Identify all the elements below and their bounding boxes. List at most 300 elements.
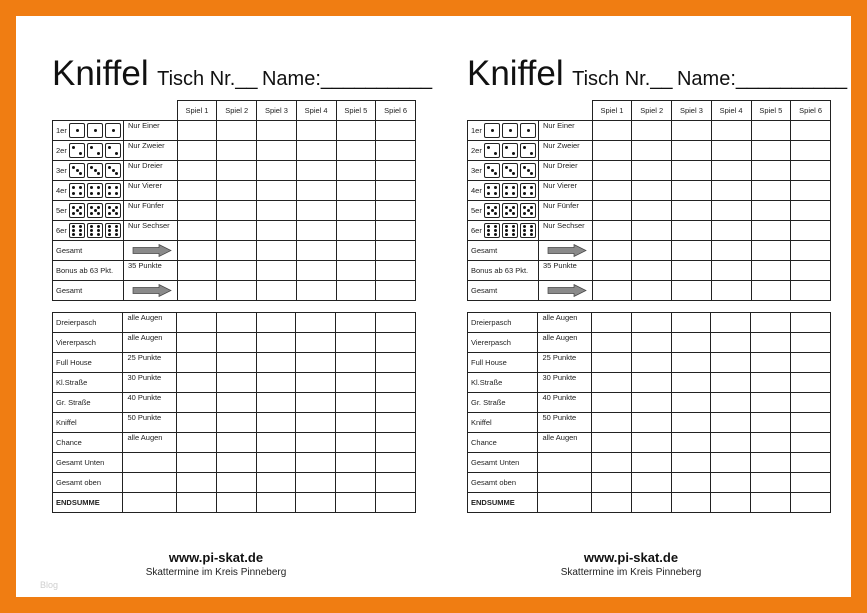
score-cell[interactable]: [336, 201, 376, 221]
score-cell[interactable]: [257, 121, 297, 141]
score-cell[interactable]: [592, 413, 632, 433]
score-cell[interactable]: [376, 453, 416, 473]
score-cell[interactable]: [257, 261, 297, 281]
score-cell[interactable]: [711, 121, 751, 141]
lower-row-label: [53, 493, 123, 513]
score-cell[interactable]: [592, 141, 632, 161]
score-cell[interactable]: [336, 141, 376, 161]
row-description: [124, 181, 178, 201]
sum-label-text: Gesamt: [56, 286, 83, 295]
score-cell[interactable]: [592, 353, 632, 373]
sum-description: [124, 241, 178, 261]
score-cell[interactable]: [296, 261, 336, 281]
score-cell[interactable]: [592, 261, 632, 281]
score-cell[interactable]: [376, 181, 416, 201]
score-cell[interactable]: [177, 121, 217, 141]
score-cell[interactable]: [376, 413, 416, 433]
score-cell[interactable]: [592, 121, 632, 141]
die-face-4-icon: [502, 183, 518, 198]
score-cell[interactable]: [671, 353, 711, 373]
score-cell[interactable]: [711, 493, 751, 513]
score-cell[interactable]: [257, 161, 297, 181]
game-header-1: [177, 101, 217, 121]
score-cell[interactable]: [672, 201, 712, 221]
score-cell[interactable]: [177, 493, 217, 513]
score-cell[interactable]: [592, 241, 632, 261]
score-cell[interactable]: [217, 261, 257, 281]
score-cell[interactable]: [672, 181, 712, 201]
score-cell[interactable]: [631, 473, 671, 493]
game-header-4: [711, 101, 751, 121]
score-cell[interactable]: [376, 333, 416, 353]
score-cell[interactable]: [296, 413, 336, 433]
score-cell[interactable]: [671, 393, 711, 413]
dice-group: [56, 121, 123, 140]
score-cell[interactable]: [296, 201, 336, 221]
score-cell[interactable]: [256, 433, 296, 453]
score-cell[interactable]: [217, 221, 257, 241]
score-cell[interactable]: [296, 281, 336, 301]
score-cell[interactable]: [671, 373, 711, 393]
score-cell[interactable]: [296, 393, 336, 413]
row-description-text: Nur Dreier: [128, 161, 163, 170]
score-card-left: [16, 16, 433, 597]
score-cell[interactable]: [632, 141, 672, 161]
score-cell[interactable]: [791, 353, 831, 373]
score-cell[interactable]: [296, 493, 336, 513]
game-header-label: Spiel 1: [185, 106, 209, 115]
score-cell[interactable]: [672, 241, 712, 261]
score-cell[interactable]: [376, 281, 416, 301]
score-cell[interactable]: [216, 493, 256, 513]
score-cell[interactable]: [296, 313, 336, 333]
score-cell[interactable]: [751, 161, 791, 181]
score-cell[interactable]: [336, 453, 376, 473]
score-cell[interactable]: [592, 281, 632, 301]
score-cell[interactable]: [671, 313, 711, 333]
score-cell[interactable]: [177, 161, 217, 181]
score-cell[interactable]: [256, 473, 296, 493]
score-cell[interactable]: [216, 393, 256, 413]
row-description: [539, 201, 593, 221]
score-cell[interactable]: [791, 333, 831, 353]
score-cell[interactable]: [631, 453, 671, 473]
score-cell[interactable]: [751, 333, 791, 353]
die-face-5-icon: [502, 203, 518, 218]
score-cell[interactable]: [631, 493, 671, 513]
score-cell[interactable]: [592, 201, 632, 221]
score-cell[interactable]: [751, 241, 791, 261]
score-cell[interactable]: [751, 141, 791, 161]
score-cell[interactable]: [791, 261, 831, 281]
score-cell[interactable]: [296, 161, 336, 181]
lower-row-label: [468, 473, 538, 493]
lower-row-description: [123, 353, 177, 373]
score-cell[interactable]: [631, 373, 671, 393]
score-cell[interactable]: [376, 201, 416, 221]
score-cell[interactable]: [336, 393, 376, 413]
score-cell[interactable]: [592, 453, 632, 473]
lower-row-label-text: Chance: [56, 438, 82, 447]
score-cell[interactable]: [336, 221, 376, 241]
score-cell[interactable]: [751, 261, 791, 281]
score-cell[interactable]: [711, 473, 751, 493]
score-cell[interactable]: [631, 393, 671, 413]
lower-row-label: [468, 373, 538, 393]
score-cell[interactable]: [177, 433, 217, 453]
score-cell[interactable]: [671, 433, 711, 453]
score-cell[interactable]: [671, 413, 711, 433]
lower-row-label: [53, 313, 123, 333]
score-cell[interactable]: [751, 313, 791, 333]
score-cell[interactable]: [672, 221, 712, 241]
score-cell[interactable]: [711, 261, 751, 281]
score-cell[interactable]: [296, 181, 336, 201]
score-cell[interactable]: [376, 121, 416, 141]
score-cell[interactable]: [791, 221, 831, 241]
score-cell[interactable]: [177, 453, 217, 473]
lower-row-description: [538, 493, 592, 513]
score-cell[interactable]: [296, 473, 336, 493]
score-cell[interactable]: [672, 261, 712, 281]
score-cell[interactable]: [791, 241, 831, 261]
score-cell[interactable]: [791, 453, 831, 473]
score-cell[interactable]: [177, 413, 217, 433]
score-cell[interactable]: [711, 353, 751, 373]
score-cell[interactable]: [296, 141, 336, 161]
score-cell[interactable]: [791, 493, 831, 513]
score-cell[interactable]: [751, 181, 791, 201]
score-card-right: [431, 16, 848, 597]
game-header-label: Spiel 4: [304, 106, 328, 115]
game-header-label: Spiel 2: [640, 106, 664, 115]
lower-row-label-text: ENDSUMME: [56, 498, 100, 507]
score-cell[interactable]: [592, 181, 632, 201]
score-cell[interactable]: [216, 373, 256, 393]
score-cell[interactable]: [751, 201, 791, 221]
row-number-label: 2er: [56, 146, 67, 155]
score-cell[interactable]: [177, 281, 217, 301]
dice-group: [56, 141, 123, 160]
row-label-2er: [53, 141, 124, 161]
score-cell[interactable]: [376, 161, 416, 181]
score-cell[interactable]: [631, 313, 671, 333]
lower-row-label-text: Full House: [471, 358, 507, 367]
score-cell[interactable]: [711, 241, 751, 261]
score-cell[interactable]: [631, 433, 671, 453]
upper-score-table: [52, 100, 416, 301]
score-cell[interactable]: [296, 373, 336, 393]
lower-row-description-text: 25 Punkte: [542, 353, 577, 362]
score-cell[interactable]: [336, 261, 376, 281]
score-cell[interactable]: [217, 241, 257, 261]
score-cell[interactable]: [296, 333, 336, 353]
die-face-6-icon: [520, 223, 536, 238]
table-row: [53, 281, 416, 301]
score-cell[interactable]: [791, 313, 831, 333]
score-cell[interactable]: [592, 221, 632, 241]
score-cell[interactable]: [376, 473, 416, 493]
score-cell[interactable]: [671, 473, 711, 493]
score-cell[interactable]: [592, 161, 632, 181]
score-cell[interactable]: [672, 281, 712, 301]
score-cell[interactable]: [711, 313, 751, 333]
row-description-text: Nur Vierer: [128, 181, 163, 190]
score-cell[interactable]: [217, 141, 257, 161]
score-cell[interactable]: [177, 473, 217, 493]
die-face-6-icon: [484, 223, 500, 238]
die-face-3-icon: [69, 163, 85, 178]
score-cell[interactable]: [376, 313, 416, 333]
score-cell[interactable]: [336, 493, 376, 513]
score-cell[interactable]: [177, 373, 217, 393]
score-cell[interactable]: [632, 281, 672, 301]
score-cell[interactable]: [751, 493, 791, 513]
score-cell[interactable]: [256, 313, 296, 333]
score-cell[interactable]: [751, 221, 791, 241]
score-cell[interactable]: [216, 413, 256, 433]
score-cell[interactable]: [336, 241, 376, 261]
score-cell[interactable]: [177, 333, 217, 353]
score-cell[interactable]: [177, 353, 217, 373]
score-cell[interactable]: [376, 241, 416, 261]
score-cell[interactable]: [177, 313, 217, 333]
score-cell[interactable]: [711, 161, 751, 181]
score-cell[interactable]: [711, 333, 751, 353]
lower-row-label-text: Full House: [56, 358, 92, 367]
lower-row-description-text: 50 Punkte: [542, 413, 577, 422]
die-face-6-icon: [87, 223, 103, 238]
score-cell[interactable]: [751, 413, 791, 433]
score-cell[interactable]: [711, 453, 751, 473]
score-cell[interactable]: [751, 433, 791, 453]
score-cell[interactable]: [296, 221, 336, 241]
score-cell[interactable]: [751, 353, 791, 373]
score-cell[interactable]: [216, 313, 256, 333]
row-description-text: Nur Fünfer: [128, 201, 164, 210]
row-label-4er: [468, 181, 539, 201]
score-cell[interactable]: [791, 121, 831, 141]
score-cell[interactable]: [177, 141, 217, 161]
score-cell[interactable]: [751, 393, 791, 413]
score-cell[interactable]: [711, 281, 751, 301]
score-cell[interactable]: [631, 333, 671, 353]
die-face-2-icon: [502, 143, 518, 158]
score-cell[interactable]: [376, 493, 416, 513]
die-face-2-icon: [520, 143, 536, 158]
score-cell[interactable]: [751, 473, 791, 493]
sum-label-text: Gesamt: [56, 246, 83, 255]
score-cell[interactable]: [791, 373, 831, 393]
card-title: Kniffel: [467, 54, 564, 93]
die-face-1-icon: [520, 123, 536, 138]
row-label-3er: [468, 161, 539, 181]
score-cell[interactable]: [296, 453, 336, 473]
score-cell[interactable]: [256, 413, 296, 433]
score-cell[interactable]: [751, 373, 791, 393]
table-row: [53, 181, 416, 201]
score-cell[interactable]: [632, 261, 672, 281]
score-cell[interactable]: [376, 393, 416, 413]
score-cell[interactable]: [217, 121, 257, 141]
score-cell[interactable]: [671, 333, 711, 353]
score-cell[interactable]: [791, 181, 831, 201]
score-cell[interactable]: [791, 201, 831, 221]
score-cell[interactable]: [217, 201, 257, 221]
die-face-1-icon: [87, 123, 103, 138]
score-cell[interactable]: [257, 141, 297, 161]
score-cell[interactable]: [632, 201, 672, 221]
dice-group: [471, 221, 538, 240]
arrow-right-icon: [132, 244, 172, 257]
score-cell[interactable]: [631, 413, 671, 433]
score-cell[interactable]: [177, 393, 217, 413]
score-cell[interactable]: [257, 281, 297, 301]
game-header-label: Spiel 5: [759, 106, 783, 115]
score-cell[interactable]: [376, 221, 416, 241]
score-cell[interactable]: [336, 413, 376, 433]
score-cell[interactable]: [592, 373, 632, 393]
sum-label: [53, 281, 124, 301]
score-cell[interactable]: [336, 433, 376, 453]
score-cell[interactable]: [256, 493, 296, 513]
sum-label-text: Gesamt: [471, 286, 498, 295]
game-header-6: [376, 101, 416, 121]
score-cell[interactable]: [177, 221, 217, 241]
score-cell[interactable]: [376, 373, 416, 393]
score-cell[interactable]: [632, 221, 672, 241]
score-cell[interactable]: [177, 201, 217, 221]
score-cell[interactable]: [296, 121, 336, 141]
score-cell[interactable]: [711, 141, 751, 161]
score-cell[interactable]: [592, 313, 632, 333]
score-cell[interactable]: [592, 493, 632, 513]
score-cell[interactable]: [671, 453, 711, 473]
die-face-4-icon: [69, 183, 85, 198]
score-cell[interactable]: [672, 161, 712, 181]
score-cell[interactable]: [376, 141, 416, 161]
score-cell[interactable]: [217, 281, 257, 301]
score-cell[interactable]: [336, 353, 376, 373]
score-cell[interactable]: [256, 393, 296, 413]
lower-row-description: [538, 413, 592, 433]
score-cell[interactable]: [217, 161, 257, 181]
score-cell[interactable]: [672, 121, 712, 141]
table-row: [53, 493, 416, 513]
score-cell[interactable]: [751, 121, 791, 141]
score-cell[interactable]: [671, 493, 711, 513]
score-cell[interactable]: [336, 313, 376, 333]
lower-row-label: [468, 433, 538, 453]
score-cell[interactable]: [336, 161, 376, 181]
score-cell[interactable]: [711, 221, 751, 241]
table-row: [468, 261, 831, 281]
score-cell[interactable]: [256, 353, 296, 373]
score-cell[interactable]: [632, 181, 672, 201]
score-cell[interactable]: [257, 241, 297, 261]
score-cell[interactable]: [711, 201, 751, 221]
row-description-text: Nur Zweier: [128, 141, 165, 150]
score-cell[interactable]: [257, 201, 297, 221]
score-cell[interactable]: [336, 121, 376, 141]
score-cell[interactable]: [376, 353, 416, 373]
score-cell[interactable]: [791, 281, 831, 301]
score-cell[interactable]: [336, 473, 376, 493]
score-cell[interactable]: [632, 241, 672, 261]
score-cell[interactable]: [216, 353, 256, 373]
score-cell[interactable]: [376, 261, 416, 281]
score-cell[interactable]: [791, 161, 831, 181]
score-cell[interactable]: [256, 453, 296, 473]
dice-group: [471, 201, 538, 220]
score-cell[interactable]: [217, 181, 257, 201]
score-cell[interactable]: [711, 433, 751, 453]
score-cell[interactable]: [632, 161, 672, 181]
row-description: [124, 161, 178, 181]
score-cell[interactable]: [631, 353, 671, 373]
score-cell[interactable]: [791, 473, 831, 493]
score-sheet: [16, 16, 851, 597]
score-cell[interactable]: [177, 241, 217, 261]
lower-row-description-text: alle Augen: [127, 333, 163, 342]
score-cell[interactable]: [336, 373, 376, 393]
score-cell[interactable]: [177, 261, 217, 281]
lower-row-description-text: alle Augen: [542, 313, 578, 322]
score-cell[interactable]: [216, 333, 256, 353]
score-cell[interactable]: [791, 413, 831, 433]
sum-label: [468, 261, 539, 281]
score-cell[interactable]: [256, 333, 296, 353]
score-cell[interactable]: [791, 433, 831, 453]
score-cell[interactable]: [256, 373, 296, 393]
score-cell[interactable]: [592, 393, 632, 413]
score-cell[interactable]: [336, 181, 376, 201]
score-cell[interactable]: [376, 433, 416, 453]
score-cell[interactable]: [791, 141, 831, 161]
table-row: [53, 353, 416, 373]
score-cell[interactable]: [296, 433, 336, 453]
score-cell[interactable]: [336, 281, 376, 301]
score-cell[interactable]: [592, 433, 632, 453]
score-cell[interactable]: [632, 121, 672, 141]
score-cell[interactable]: [216, 433, 256, 453]
score-cell[interactable]: [336, 333, 376, 353]
table-row: [468, 393, 831, 413]
sum-label: [468, 281, 539, 301]
score-cell[interactable]: [592, 333, 632, 353]
score-cell[interactable]: [711, 181, 751, 201]
score-cell[interactable]: [672, 141, 712, 161]
score-cell[interactable]: [216, 453, 256, 473]
row-description: [124, 121, 178, 141]
score-cell[interactable]: [711, 393, 751, 413]
lower-row-description-text: alle Augen: [127, 433, 163, 442]
sum-description: [539, 281, 593, 301]
score-cell[interactable]: [257, 181, 297, 201]
score-cell[interactable]: [257, 221, 297, 241]
row-description: [539, 181, 593, 201]
score-cell[interactable]: [751, 453, 791, 473]
score-cell[interactable]: [216, 473, 256, 493]
score-cell[interactable]: [711, 413, 751, 433]
score-cell[interactable]: [177, 181, 217, 201]
score-cell[interactable]: [296, 241, 336, 261]
score-cell[interactable]: [711, 373, 751, 393]
score-cell[interactable]: [751, 281, 791, 301]
score-cell[interactable]: [296, 353, 336, 373]
score-cell[interactable]: [791, 393, 831, 413]
score-cell[interactable]: [592, 473, 632, 493]
